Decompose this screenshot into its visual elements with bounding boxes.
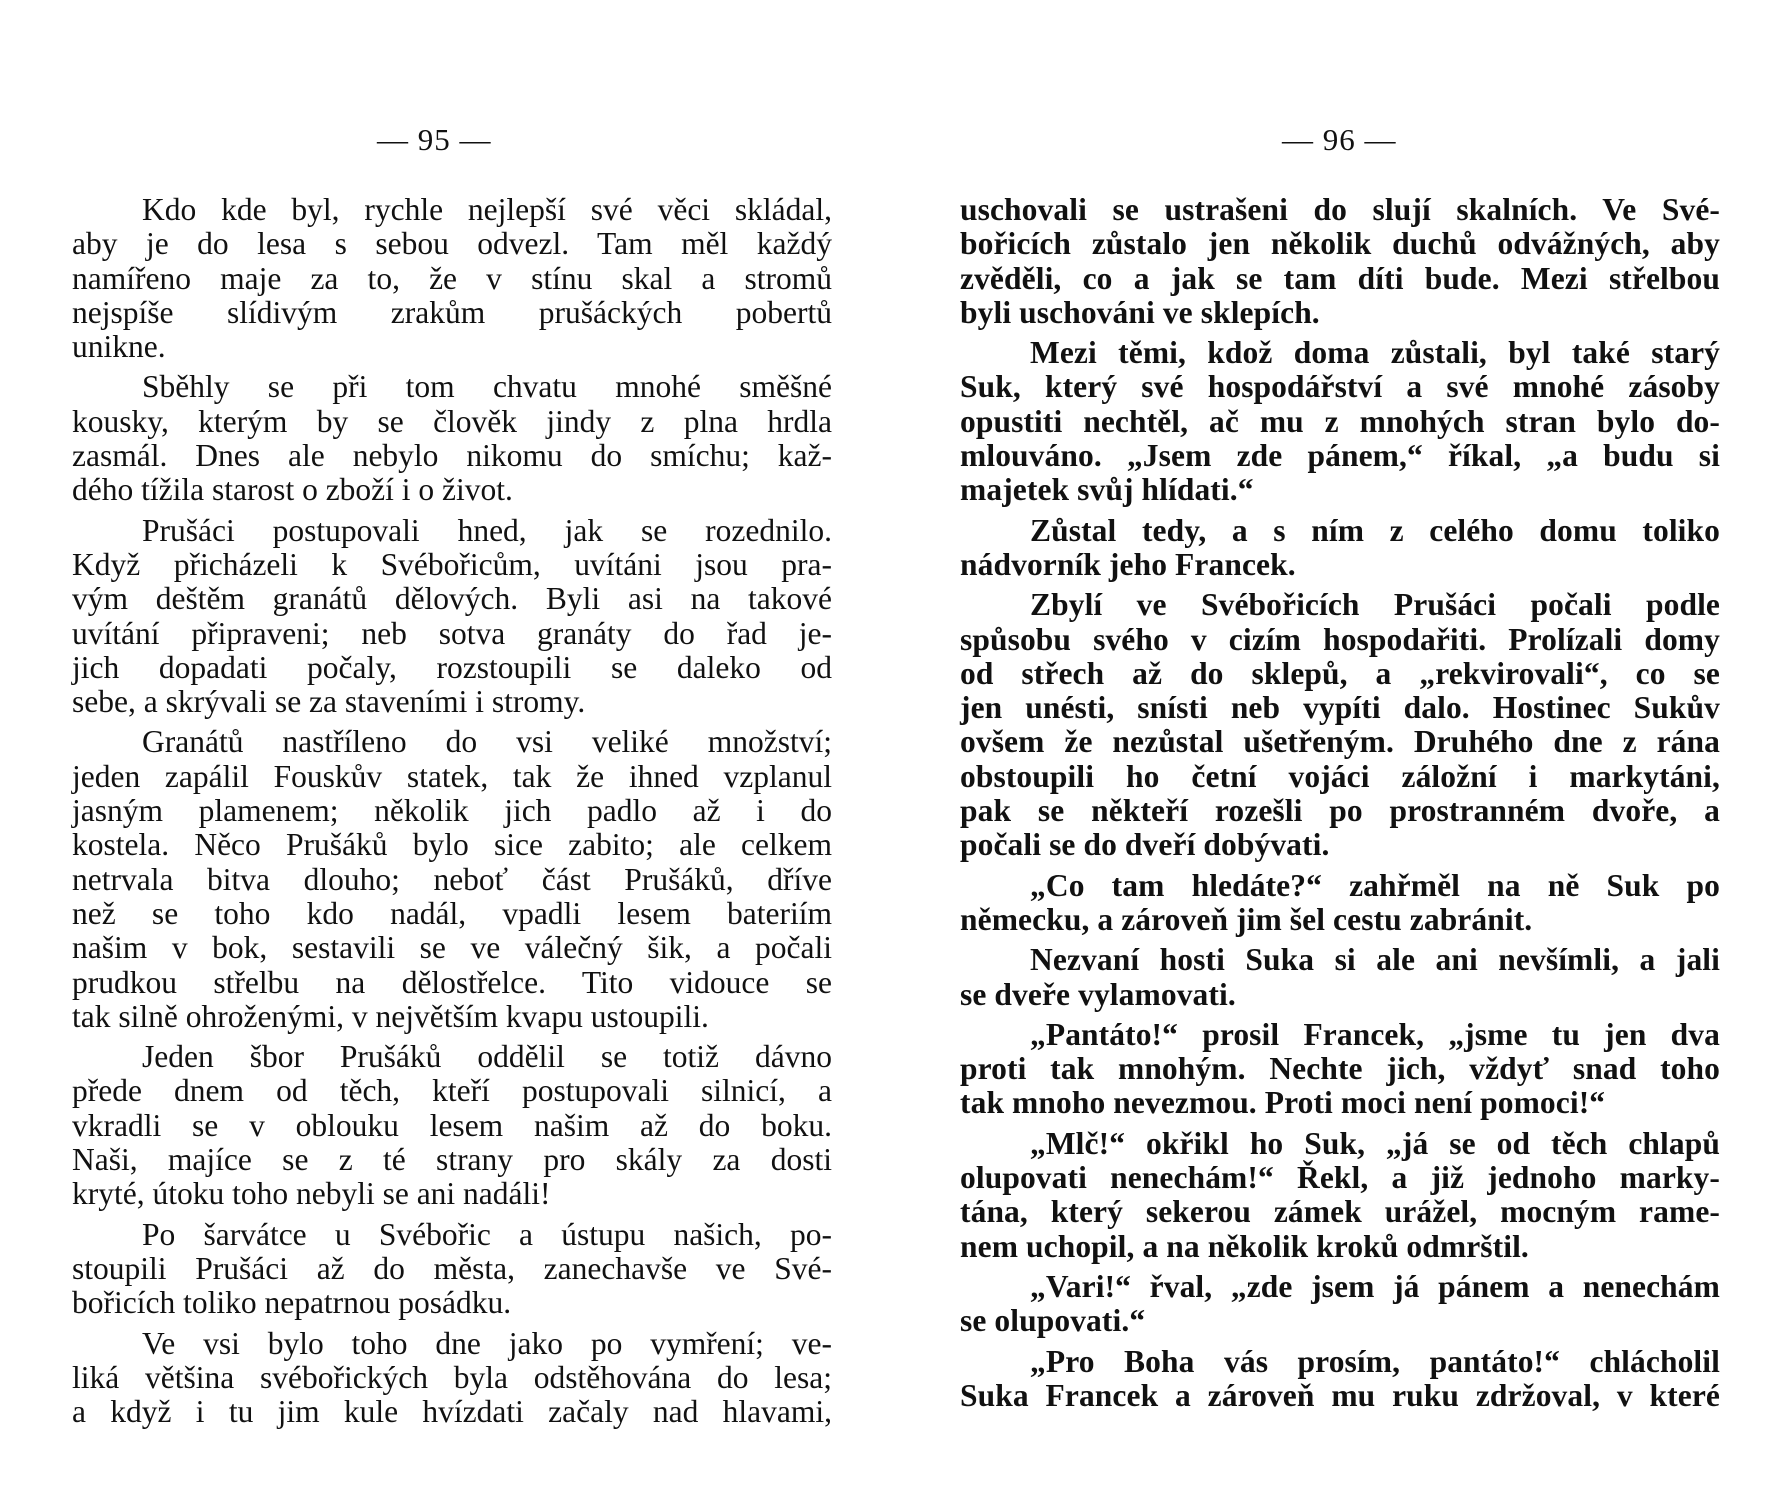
text-line: majetek svůj hlídati.“ xyxy=(960,472,1254,508)
page-number-right: — 96 — xyxy=(1282,122,1397,157)
text-line: a když i tu jim kule hvízdati začaly nad hlavami, xyxy=(72,1394,832,1430)
text-line: „Mlč!“ okřikl ho Suk, „já se od těch chlapů xyxy=(1030,1125,1720,1161)
text-line: tak mnoho nevezmou. Proti moci není pomoci!“ xyxy=(960,1085,1606,1121)
text-line: unikne. xyxy=(72,329,166,365)
text-line: Granátů nastříleno do vsi veliké množství; xyxy=(142,724,832,760)
text-line: kostela. Něco Prušáků bylo sice zabito; ale celkem xyxy=(72,827,832,863)
text-line: tak silně ohroženými, v největším kvapu ustoupili. xyxy=(72,998,709,1034)
text-line: Zbylí ve Svébořicích Prušáci počali podle xyxy=(1030,587,1720,623)
text-line: nem uchopil, a na několik kroků odmrštil. xyxy=(960,1228,1529,1264)
text-line: se dveře vylamovati. xyxy=(960,976,1236,1012)
right-page-text xyxy=(960,193,1720,1413)
text-line: „Pro Boha vás prosím, pantáto!“ chlácholil xyxy=(1030,1343,1720,1379)
text-line: byli uschováni ve sklepích. xyxy=(960,294,1320,330)
page-number-left: — 95 — xyxy=(377,122,492,157)
text-line: bořicích toliko nepatrnou posádku. xyxy=(72,1285,512,1321)
text-line: Když přicházeli k Svébořicům, uvítáni jsou pra- xyxy=(72,546,832,582)
text-line: Suk, který své hospodářství a své mnohé zásoby xyxy=(960,369,1720,405)
text-line: pak se někteří rozešli po prostranném dvoře, a xyxy=(960,793,1720,829)
text-line: olupovati nenechám!“ Řekl, a již jednoho marky- xyxy=(960,1160,1720,1196)
text-line: od střech až do sklepů, a „rekvirovali“, co se xyxy=(960,655,1720,691)
text-line: kryté, útoku toho nebyli se ani nadáli! xyxy=(72,1176,551,1212)
text-line: jich dopadati počaly, rozstoupili se daleko od xyxy=(72,649,832,685)
text-line: než se toho kdo nadál, vpadli lesem bateriím xyxy=(72,895,832,931)
text-line: mlouváno. „Jsem zde pánem,“ říkal, „a budu si xyxy=(960,438,1720,474)
text-line: Prušáci postupovali hned, jak se rozednilo. xyxy=(142,512,832,548)
right-page xyxy=(960,0,1720,1500)
text-line: prudkou střelbu na dělostřelce. Tito vidouce se xyxy=(72,964,832,1000)
text-line: spůsobu svého v cizím hospodařiti. Prolízali domy xyxy=(960,621,1720,657)
text-line: „Vari!“ řval, „zde jsem já pánem a nenechám xyxy=(1030,1268,1720,1304)
text-line: opustiti nechtěl, ač mu z mnohých stran bylo do- xyxy=(960,403,1720,439)
text-line: uschovali se ustrašeni do slují skalních. Ve Své- xyxy=(960,192,1720,227)
text-line: stoupili Prušáci až do města, zanechavše ve Své- xyxy=(72,1250,832,1286)
text-line: jen unésti, snísti neb vypíti dalo. Hostinec Sukův xyxy=(960,690,1720,726)
text-line: Suka Francek a zároveň mu ruku zdržoval, v které xyxy=(960,1377,1720,1413)
text-line: ovšem že nezůstal ušetřeným. Druhého dne z rána xyxy=(960,724,1720,760)
text-line: uvítání připraveni; neb sotva granáty do řad je- xyxy=(72,615,832,651)
text-line: Mezi těmi, kdož doma zůstali, byl také starý xyxy=(1030,335,1720,371)
text-line: našim v bok, sestavili se ve válečný šik, a počali xyxy=(72,930,832,966)
text-line: proti tak mnohým. Nechte jich, vždyť snad toho xyxy=(960,1051,1720,1087)
left-page xyxy=(72,0,832,1500)
text-line: liká většina svébořických byla odstěhována do lesa; xyxy=(72,1359,832,1395)
text-line: nádvorník jeho Francek. xyxy=(960,546,1296,582)
text-line: Sběhly se při tom chvatu mnohé směšné xyxy=(142,369,832,405)
text-line: Po šarvátce u Svébořic a ústupu našich, po- xyxy=(142,1216,832,1252)
text-line: Ve vsi bylo toho dne jako po vymření; ve- xyxy=(142,1325,832,1361)
text-line: Kdo kde byl, rychle nejlepší své věci skládal, xyxy=(142,192,832,227)
text-line: zasmál. Dnes ale nebylo nikomu do smíchu; kaž- xyxy=(72,438,832,474)
text-line: Zůstal tedy, a s ním z celého domu toliko xyxy=(1030,512,1720,548)
text-line: Naši, majíce se z té strany pro skály za dosti xyxy=(72,1142,832,1178)
text-line: jeden zapálil Fouskův statek, tak že ihned vzplanul xyxy=(72,758,832,794)
text-line: Jeden šbor Prušáků oddělil se totiž dávno xyxy=(142,1039,832,1075)
text-line: bořicích zůstalo jen několik duchů odvážných, aby xyxy=(960,226,1720,262)
text-line: počali se do dveří dobývati. xyxy=(960,827,1330,863)
text-line: Nezvaní hosti Suka si ale ani nevšímli, a jali xyxy=(1030,942,1720,978)
text-line: se olupovati.“ xyxy=(960,1303,1146,1339)
text-line: vkradli se v oblouku lesem našim až do boku. xyxy=(72,1107,832,1143)
text-line: zvěděli, co a jak se tam díti bude. Mezi střelbou xyxy=(960,260,1720,296)
text-line: dého tížila starost o zboží i o život. xyxy=(72,472,513,508)
text-line: kousky, kterým by se člověk jindy z plna hrdla xyxy=(72,403,832,439)
text-line: německu, a zároveň jim šel cestu zabránit. xyxy=(960,901,1533,937)
text-line: vým deštěm granátů dělových. Byli asi na takové xyxy=(72,581,832,617)
text-line: nejspíše slídivým zrakům prušáckých pobertů xyxy=(72,294,832,330)
text-line: netrvala bitva dlouho; neboť část Prušáků, dříve xyxy=(72,861,832,897)
text-line: sebe, a skrývali se za staveními i stromy. xyxy=(72,684,586,720)
text-line: „Pantáto!“ prosil Francek, „jsme tu jen dva xyxy=(1030,1016,1720,1052)
text-line: aby je do lesa s sebou odvezl. Tam měl každý xyxy=(72,226,832,262)
text-line: namířeno maje za to, že v stínu skal a stromů xyxy=(72,260,832,296)
text-line: tána, který sekerou zámek urážel, mocným rame- xyxy=(960,1194,1720,1230)
text-line: „Co tam hledáte?“ zahřměl na ně Suk po xyxy=(1030,867,1720,903)
text-line: přede dnem od těch, kteří postupovali silnicí, a xyxy=(72,1073,832,1109)
text-line: jasným plamenem; několik jich padlo až i do xyxy=(72,793,832,829)
left-page-text xyxy=(72,193,832,1429)
text-line: obstoupili ho četní vojáci záložní i markytáni, xyxy=(960,758,1720,794)
